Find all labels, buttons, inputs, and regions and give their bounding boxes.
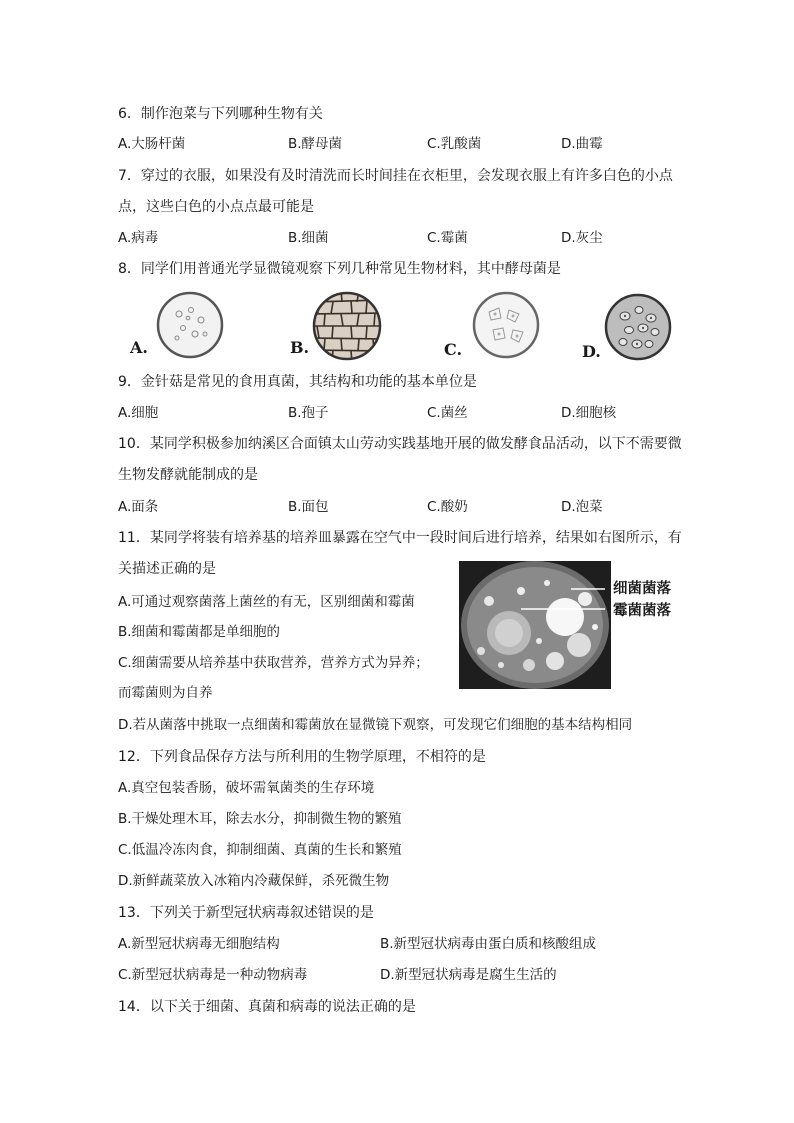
q6-option-a[interactable]: A.大肠杆菌 (118, 136, 186, 152)
q11-option-b[interactable]: B.细菌和霉菌都是单细胞的 (118, 624, 281, 640)
micrograph-b-image[interactable] (311, 290, 383, 362)
q12-option-d[interactable]: D.新鲜蔬菜放入冰箱内冷藏保鲜，杀死微生物 (118, 873, 390, 889)
q11-stem-line2: 关描述正确的是 (118, 561, 216, 577)
q10-option-c[interactable]: C.酸奶 (427, 499, 468, 515)
bacteria-colony-label: 细菌菌落 (613, 581, 671, 597)
q13-option-b[interactable]: B.新型冠状病毒由蛋白质和核酸组成 (380, 936, 597, 952)
q7-option-d[interactable]: D.灰尘 (561, 230, 603, 246)
q12-option-a[interactable]: A.真空包装香肠，破坏需氧菌类的生存环境 (118, 780, 375, 796)
q6-option-c[interactable]: C.乳酸菌 (427, 136, 482, 152)
petri-dish-photo (459, 561, 611, 689)
q6-option-d[interactable]: D.曲霉 (561, 136, 603, 152)
q11-option-a[interactable]: A.可通过观察菌落上菌丝的有无，区别细菌和霉菌 (118, 594, 415, 610)
q10-option-d[interactable]: D.泡菜 (561, 499, 603, 515)
q10-option-a[interactable]: A.面条 (118, 499, 159, 515)
q9-option-a[interactable]: A.细胞 (118, 405, 159, 421)
q10-stem-line2: 生物发酵就能制成的是 (118, 467, 258, 483)
micrograph-c-image[interactable] (471, 290, 541, 360)
q12-option-c[interactable]: C.低温冷冻肉食，抑制细菌、真菌的生长和繁殖 (118, 842, 402, 858)
q10-option-b[interactable]: B.面包 (288, 499, 329, 515)
q6-option-b[interactable]: B.酵母菌 (288, 136, 343, 152)
micrograph-d-image[interactable] (603, 292, 673, 362)
micrograph-a-label: A. (130, 338, 148, 357)
q11-stem-line1: 11．某同学将装有培养基的培养皿暴露在空气中一段时间后进行培养，结果如右图所示，有 (118, 530, 682, 546)
q9-option-d[interactable]: D.细胞核 (561, 405, 617, 421)
q9-option-b[interactable]: B.孢子 (288, 405, 329, 421)
micrograph-c-label: C. (444, 340, 463, 359)
q12-option-b[interactable]: B.干燥处理木耳，除去水分，抑制微生物的繁殖 (118, 811, 402, 827)
q6-stem: 6．制作泡菜与下列哪种生物有关 (118, 106, 323, 122)
petri-dish-image (459, 561, 611, 689)
q7-option-c[interactable]: C.霉菌 (427, 230, 468, 246)
q11-option-d[interactable]: D.若从菌落中挑取一点细菌和霉菌放在显微镜下观察，可发现它们细胞的基本结构相同 (118, 717, 633, 733)
mold-colony-label: 霉菌菌落 (613, 603, 671, 619)
q10-stem-line1: 10．某同学积极参加纳溪区合面镇太山劳动实践基地开展的做发酵食品活动，以下不需要微 (118, 436, 682, 452)
q7-option-b[interactable]: B.细菌 (288, 230, 329, 246)
micrograph-b-label: B. (290, 338, 310, 357)
q11-option-c-line2[interactable]: 而霉菌则为自养 (118, 685, 213, 701)
q7-stem-line2: 点，这些白色的小点点最可能是 (118, 199, 314, 215)
q11-option-c-line1[interactable]: C.细菌需要从培养基中获取营养，营养方式为异养； (118, 655, 429, 671)
q13-option-c[interactable]: C.新型冠状病毒是一种动物病毒 (118, 967, 308, 983)
q13-option-d[interactable]: D.新型冠状病毒是腐生生活的 (380, 967, 557, 983)
q9-stem: 9．金针菇是常见的食用真菌，其结构和功能的基本单位是 (118, 374, 477, 390)
q7-stem-line1: 7．穿过的衣服，如果没有及时清洗而长时间挂在衣柜里，会发现衣服上有许多白色的小点 (118, 168, 673, 184)
q13-stem: 13．下列关于新型冠状病毒叙述错误的是 (118, 905, 374, 921)
q14-stem: 14．以下关于细菌、真菌和病毒的说法正确的是 (118, 999, 416, 1015)
q12-stem: 12．下列食品保存方法与所利用的生物学原理，不相符的是 (118, 749, 486, 765)
q7-option-a[interactable]: A.病毒 (118, 230, 159, 246)
q8-stem: 8．同学们用普通光学显微镜观察下列几种常见生物材料，其中酵母菌是 (118, 261, 561, 277)
micrograph-d-label: D. (582, 342, 601, 361)
q13-option-a[interactable]: A.新型冠状病毒无细胞结构 (118, 936, 280, 952)
q9-option-c[interactable]: C.菌丝 (427, 405, 468, 421)
micrograph-a-image[interactable] (155, 290, 225, 360)
